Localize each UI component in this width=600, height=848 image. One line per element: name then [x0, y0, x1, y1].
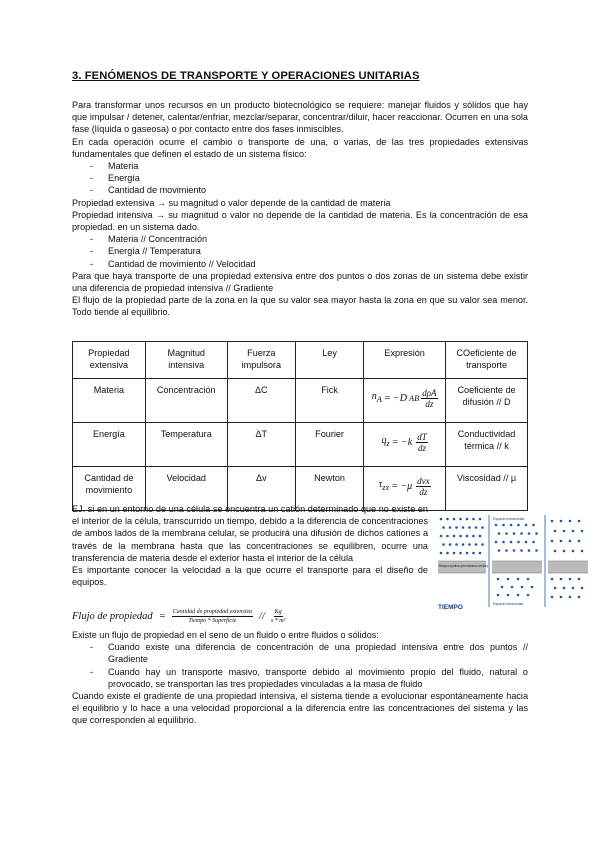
svg-text:Espacio extracelular: Espacio extracelular [493, 517, 525, 521]
particle-dot [462, 543, 465, 546]
particle-dot [572, 587, 575, 590]
particle-dot [569, 578, 572, 581]
list-item: - Energía // Temperatura [72, 245, 528, 257]
newton-formula: $\tau_{zx}$ = −μ $\frac{\text{dvx}}{dz}$ [378, 476, 430, 497]
table-cell: Cantidad de movimiento [73, 467, 146, 511]
particle-dot [466, 535, 469, 538]
particle-dot [468, 526, 471, 529]
particle-dot [453, 518, 456, 521]
fick-formula: $n_A$ = −D AB $\frac{\text{dρA}}{dz}$ [371, 388, 437, 409]
particle-dot [578, 578, 581, 581]
particle-dot [466, 518, 469, 521]
list-item: - Energía [72, 172, 528, 184]
particle-dot [527, 594, 530, 597]
paragraph: Es importante conocer la velocidad a la que ocurre el transporte para el diseño de equipos. [72, 565, 428, 588]
list-item: - Materia [72, 160, 528, 172]
particle-dot [511, 586, 514, 589]
table-header: Fuerza impulsora [227, 342, 295, 379]
paragraph: Para que haya transporte de una propiedad extensiva entre dos puntos o dos zonas de un sistema debe existir una diferencia de propiedad intensiva // Gradiente [72, 270, 528, 294]
particle-dot [520, 532, 523, 535]
particle-dot [495, 541, 498, 544]
list-item: - Cantidad de movimiento [72, 184, 528, 196]
paragraph: El flujo de la propiedad parte de la zona en la que su valor sea mayor hasta la zona en que su valor sea menor. Todo tiende al equilibrio. [72, 295, 528, 318]
particle-dot [560, 540, 563, 543]
particle-dot [578, 540, 581, 543]
particle-dot [535, 549, 538, 552]
particle-dot [462, 526, 465, 529]
particle-dot [479, 518, 482, 521]
particle-dot [449, 543, 452, 546]
table-row [73, 423, 528, 467]
table-cell: Temperatura [145, 423, 227, 467]
table-cell: Materia [73, 379, 146, 423]
table-header: Expresión [364, 342, 446, 379]
particle-dot [475, 543, 478, 546]
fourier-formula: $q_z$ = −k $\frac{dT}{dz}$ [381, 432, 427, 453]
particle-dot [525, 524, 528, 527]
table-cell: Concentración [145, 379, 227, 423]
list-extensive-properties [72, 160, 528, 197]
particle-dot [569, 540, 572, 543]
particle-dot [560, 578, 563, 581]
particle-dot [513, 532, 516, 535]
particle-dot [517, 524, 520, 527]
paragraph: Propiedad intensiva → su magnitud o valor no depende de la cantidad de materia. Es la concentración de esa propiedad. en un sistema dado. [72, 209, 528, 233]
particle-dot [481, 543, 484, 546]
particle-dot [505, 549, 508, 552]
time-label: TIEMPO [438, 604, 463, 611]
particle-dot [455, 526, 458, 529]
particle-dot [497, 594, 500, 597]
particle-dot [475, 526, 478, 529]
particle-dot [481, 526, 484, 529]
particle-dot [442, 543, 445, 546]
panel-middle [492, 561, 542, 573]
particle-dot [446, 552, 449, 555]
table-cell: Fourier [295, 423, 363, 467]
particle-dot [581, 530, 584, 533]
particle-dot [572, 550, 575, 553]
table-cell: Fick [295, 379, 363, 423]
particle-dot [578, 520, 581, 523]
table-cell: Viscosidad // μ [446, 467, 528, 511]
list-item: - Cuando hay un transporte masivo, transporte debido al movimiento propio del fluido, natural o provocado, se transportan las tres propiedades vinculadas a la masa de fluido [72, 666, 528, 690]
particle-dot [459, 518, 462, 521]
particle-dot [525, 541, 528, 544]
particle-dot [532, 524, 535, 527]
particle-dot [497, 578, 500, 581]
particle-dot [532, 541, 535, 544]
particle-dot [440, 518, 443, 521]
particle-dot [517, 541, 520, 544]
particle-dot [502, 541, 505, 544]
paragraph: Para transformar unos recursos en un producto biotecnológico se requiere: manejar fluidos y sólidos que hay que impulsar / detener, calentar/enfriar, mezclar/separar, concentrar/diluir, hacer reaccionar. Ocurren en una sola fase (líquida o gaseosa) o por contacto entre dos fases inmiscibles. [72, 100, 528, 135]
table-cell: ΔT [227, 423, 295, 467]
table-cell: Δv [227, 467, 295, 511]
particle-dot [563, 530, 566, 533]
particle-dot [468, 543, 471, 546]
list-item: - Materia // Concentración [72, 233, 528, 245]
particle-dot [502, 524, 505, 527]
particle-dot [459, 552, 462, 555]
table-cell: Newton [295, 467, 363, 511]
particle-dot [479, 552, 482, 555]
particle-dot [517, 578, 520, 581]
particle-dot [449, 526, 452, 529]
particle-dot [498, 532, 501, 535]
particle-dot [472, 552, 475, 555]
particle-dot [507, 594, 510, 597]
particle-dot [505, 532, 508, 535]
particle-dot [569, 520, 572, 523]
table-header: Magnitud intensiva [145, 342, 227, 379]
particle-dot [535, 532, 538, 535]
intro-block [72, 99, 528, 319]
table-header-row [73, 342, 528, 379]
particle-dot [510, 524, 513, 527]
particle-dot [446, 535, 449, 538]
paragraph: Existe un flujo de propiedad en el seno de un fluido o entre fluidos o sólidos: [72, 630, 379, 640]
table-cell: Velocidad [145, 467, 227, 511]
svg-text:Espacio intracelular: Espacio intracelular [493, 602, 524, 606]
particle-dot [520, 549, 523, 552]
table-cell-formula [364, 423, 446, 467]
particle-dot [440, 535, 443, 538]
particle-dot [479, 535, 482, 538]
particle-dot [466, 552, 469, 555]
list-flow-cases [72, 641, 528, 690]
particle-dot [551, 540, 554, 543]
particle-dot [510, 541, 513, 544]
particle-dot [517, 594, 520, 597]
particle-dot [455, 543, 458, 546]
diffusion-illustration [438, 515, 588, 611]
particle-dot [442, 526, 445, 529]
particle-dot [569, 596, 572, 599]
particle-dot [446, 518, 449, 521]
particle-dot [551, 520, 554, 523]
particle-dot [554, 530, 557, 533]
transport-table [72, 341, 528, 511]
panel-final [548, 561, 588, 573]
flujo-formula: Flujo de propiedad = $\frac{\text{Cantidad de propiedad extensiva}}{\text{Tiempo * Superficie}}$ // $\frac{Kg}{\text{s * m²}}$ [72, 609, 286, 624]
table-cell-formula [364, 379, 446, 423]
particle-dot [453, 535, 456, 538]
particle-dot [453, 552, 456, 555]
table-cell: Conductividad térmica // k [446, 423, 528, 467]
list-item: - Cuando existe una diferencia de concentración de una propiedad intensiva entre dos puntos // Gradiente [72, 641, 528, 665]
table-cell: Coeficiente de difusión // D [446, 379, 528, 423]
particle-dot [551, 596, 554, 599]
particle-dot [459, 535, 462, 538]
particle-dot [521, 586, 524, 589]
table-header: Propiedad extensiva [73, 342, 146, 379]
particle-dot [554, 550, 557, 553]
table-cell: Energía [73, 423, 146, 467]
particle-dot [563, 587, 566, 590]
paragraph: Propiedad extensiva → su magnitud o valor depende de la cantidad de materia [72, 197, 391, 208]
list-item: - Cantidad de movimiento // Velocidad [72, 258, 528, 270]
particle-dot [554, 587, 557, 590]
particle-dot [498, 549, 501, 552]
table-header: COeficiente de transporte [446, 342, 528, 379]
particle-dot [572, 530, 575, 533]
particle-dot [528, 549, 531, 552]
particle-dot [501, 586, 504, 589]
particle-dot [578, 596, 581, 599]
paragraph: En cada operación ocurre el cambio o transporte de una, o varias, de las tres propiedades extensivas fundamentales que definen el estado de un sistema físico: [72, 136, 528, 159]
section-title: 3. FENÓMENOS DE TRANSPORTE Y OPERACIONES UNITARIAS [72, 70, 420, 82]
table-row [73, 379, 528, 423]
particle-dot [472, 518, 475, 521]
flow-block [72, 605, 528, 727]
paragraph: Cuando existe el gradiente de una propiedad intensiva, el sistema tiende a evolucionar espontáneamente hacia el equilibrio y lo hace a una velocidad proporcional a la diferencia entre las concentraciones del sistema y las que corresponden al equilibrio. [72, 691, 528, 726]
particle-dot [531, 586, 534, 589]
particle-dot [551, 578, 554, 581]
list-intensive-properties [72, 233, 528, 270]
particle-dot [560, 596, 563, 599]
particle-dot [440, 552, 443, 555]
particle-dot [507, 578, 510, 581]
table-header: Ley [295, 342, 363, 379]
particle-dot [581, 587, 584, 590]
svg-text:Bicapa lipídica (membrana celu: Bicapa lipídica (membrana celular) [439, 564, 489, 568]
particle-dot [581, 550, 584, 553]
particle-dot [527, 578, 530, 581]
particle-dot [560, 520, 563, 523]
particle-dot [563, 550, 566, 553]
particle-dot [513, 549, 516, 552]
diffusion-figure [438, 515, 588, 611]
paragraph: EJ. si en un entorno de una célula se encuentra un catión determinado que no existe en el interior de la célula, transcurrido un tiempo, debido a la diferencia de concentraciones de ambos lados de la membrana celular, se producirá una difusión de dichos cationes a través de la membrana hasta que las concentraciones se equilibren, ocurre una transferencia de materia desde el exterior hasta el interior de la célula [72, 504, 428, 563]
table-cell: ΔC [227, 379, 295, 423]
example-block [72, 503, 428, 588]
particle-dot [528, 532, 531, 535]
particle-dot [495, 524, 498, 527]
particle-dot [472, 535, 475, 538]
